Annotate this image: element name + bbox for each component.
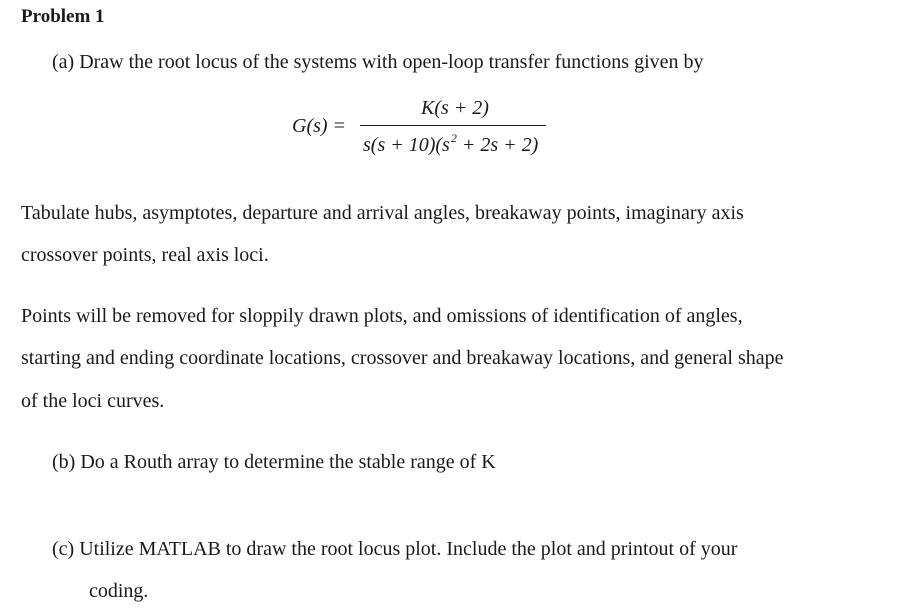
denominator-right: + 2s + 2) bbox=[456, 134, 539, 156]
points-line-2: starting and ending coordinate locations, crossover and breakaway locations, and general shape bbox=[21, 347, 784, 369]
tabulate-line-1: Tabulate hubs, asymptotes, departure and arrival angles, breakaway points, imaginary axis bbox=[21, 202, 744, 224]
fraction-bar bbox=[360, 125, 546, 126]
denominator-left: s(s + 10)(s bbox=[363, 134, 450, 156]
part-b-text: (b) Do a Routh array to determine the stable range of K bbox=[52, 451, 496, 473]
part-a-intro: (a) Draw the root locus of the systems with open-loop transfer functions given by bbox=[52, 51, 704, 73]
part-c-line-1: (c) Utilize MATLAB to draw the root locus plot. Include the plot and printout of your bbox=[52, 538, 738, 560]
points-line-3: of the loci curves. bbox=[21, 390, 165, 412]
problem-title: Problem 1 bbox=[21, 6, 105, 27]
points-line-1: Points will be removed for sloppily drawn plots, and omissions of identification of angles, bbox=[21, 305, 743, 327]
equation-numerator: K(s + 2) bbox=[421, 97, 489, 119]
tabulate-line-2: crossover points, real axis loci. bbox=[21, 244, 269, 266]
part-c-line-2: coding. bbox=[89, 580, 149, 602]
equation-denominator bbox=[363, 131, 539, 157]
denominator-exponent: 2 bbox=[450, 131, 457, 145]
equation-lhs: G(s) = bbox=[292, 115, 347, 137]
